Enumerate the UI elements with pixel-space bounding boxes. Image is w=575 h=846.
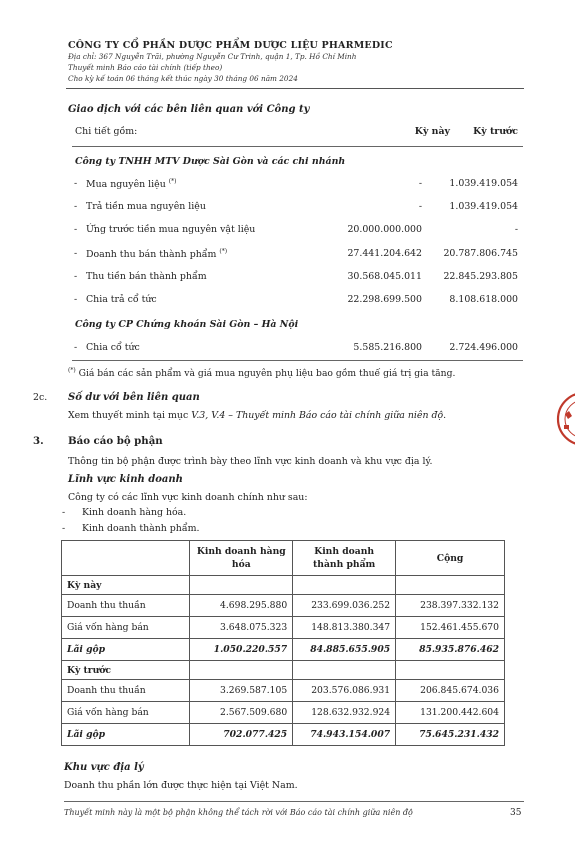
segment-header-goods: Kinh doanh hàng hóa (190, 541, 293, 576)
company1-name: Công ty TNHH MTV Dược Sài Gòn và các chi nhánh (75, 156, 346, 167)
company-address: Địa chỉ: 367 Nguyễn Trãi, phường Nguyễn Cư Trinh, quận 1, Tp. Hồ Chí Minh (68, 52, 357, 61)
footer-divider (64, 801, 524, 802)
segment-row-value: 2.567.509.680 (190, 702, 293, 724)
segment-row-value: 203.576.086.931 (293, 680, 396, 702)
row-label (86, 178, 176, 190)
row-label-text: Chia cổ tức (86, 342, 140, 353)
row-dash: - (74, 270, 78, 282)
company-seal-icon (552, 388, 575, 450)
row-label (86, 271, 207, 282)
segment-empty-cell (396, 576, 505, 595)
row-previous-value: - (514, 224, 518, 236)
row-dash: - (74, 247, 78, 259)
company2-name: Công ty CP Chứng khoán Sài Gòn – Hà Nội (75, 319, 299, 330)
segment-row-label: Doanh thu thuần (62, 680, 190, 702)
segment-row-value: 84.885.655.905 (293, 639, 396, 661)
row-current-value: - (418, 201, 422, 213)
balances-text-prefix: Xem thuyết minh tại mục (68, 410, 192, 421)
segment-table-body (62, 576, 505, 746)
col-current-header: Kỳ này (414, 126, 450, 137)
segment-period-row (62, 576, 505, 595)
row-current-value: - (418, 178, 422, 189)
footnote (68, 367, 455, 379)
footnote-mark: (*) (68, 367, 76, 374)
segment-period-row (62, 661, 505, 680)
segment-row (62, 617, 505, 639)
business-title: Lĩnh vực kinh doanh (68, 474, 183, 485)
row-previous-value: 2.724.496.000 (449, 342, 518, 353)
segment-row-value: 4.698.295.880 (190, 595, 293, 617)
segment-row-value: 128.632.932.924 (293, 702, 396, 724)
row-footnote-mark: (*) (219, 247, 228, 255)
balances-text (68, 410, 446, 421)
segment-row-label: Giá vốn hàng bán (62, 617, 190, 639)
segment-row-label: Lãi gộp (62, 724, 190, 746)
segment-empty-cell (396, 661, 505, 680)
row-label-text: Thu tiền bán thành phẩm (86, 270, 207, 282)
segment-row-label: Giá vốn hàng bán (62, 702, 190, 724)
row-current-value: 5.585.216.800 (353, 342, 422, 353)
segment-header-products: Kinh doanh thành phẩm (293, 541, 396, 576)
segment-row (62, 595, 505, 617)
row-previous-value: 1.039.419.054 (449, 201, 518, 213)
row-current-value: 27.441.204.642 (347, 247, 422, 259)
row-previous-value: 22.845.293.805 (443, 270, 518, 282)
balances-text-ref: V.3, V.4 – Thuyết minh Báo cáo tài chính giữa niên độ. (191, 410, 447, 421)
row-label (86, 224, 255, 235)
table-header-rule (72, 146, 523, 147)
segment-row-value: 74.943.154.007 (293, 724, 396, 746)
row-dash: - (74, 294, 78, 305)
report-subtitle: Thuyết minh Báo cáo tài chính (tiếp theo) (68, 63, 223, 72)
row-dash: - (74, 201, 78, 213)
segment-row-value: 702.077.425 (190, 724, 293, 746)
geo-text: Doanh thu phần lớn được thực hiện tại Việt Nam. (64, 780, 298, 791)
segment-row (62, 724, 505, 746)
table-bottom-rule (72, 360, 523, 361)
segment-row-value: 233.699.036.252 (293, 595, 396, 617)
footnote-text: Giá bán các sản phẩm và giá mua nguyên phụ liệu bao gồm thuế giá trị gia tăng. (78, 368, 456, 380)
segment-row-value: 238.397.332.132 (396, 595, 505, 617)
row-footnote-mark: (*) (168, 178, 177, 185)
segment-header-total: Cộng (396, 541, 505, 576)
row-label (86, 201, 206, 212)
row-label (86, 248, 227, 260)
segment-row-value: 206.845.674.036 (396, 680, 505, 702)
page-number: 35 (510, 808, 522, 818)
balances-title: Số dư với bên liên quan (68, 392, 200, 403)
row-label (86, 294, 157, 305)
row-previous-value: 1.039.419.054 (449, 178, 518, 189)
bullet-dash: - (62, 523, 66, 534)
segment-empty-cell (293, 576, 396, 595)
row-label-text: Mua nguyên liệu (86, 179, 166, 191)
segment-row-value: 131.200.442.604 (396, 702, 505, 724)
segment-row-value: 75.645.231.432 (396, 724, 505, 746)
section-2c-number: 2c. (33, 392, 48, 403)
row-previous-value: 8.108.618.000 (449, 294, 518, 305)
segment-empty-cell (190, 661, 293, 680)
header-divider (66, 88, 524, 89)
row-dash: - (74, 224, 78, 236)
row-label-text: Trả tiền mua nguyên liệu (86, 201, 206, 213)
row-previous-value: 20.787.806.745 (443, 247, 518, 259)
geo-title: Khu vực địa lý (64, 762, 144, 773)
detail-label: Chi tiết gồm: (75, 126, 138, 137)
row-label-text: Chia trả cổ tức (86, 294, 157, 305)
row-label-text: Doanh thu bán thành phẩm (86, 248, 217, 260)
segment-row (62, 639, 505, 661)
business-item-2: Kinh doanh thành phẩm. (82, 523, 200, 534)
business-item-1: Kinh doanh hàng hóa. (82, 507, 187, 518)
segment-row-value: 152.461.455.670 (396, 617, 505, 639)
row-current-value: 30.568.045.011 (347, 270, 422, 282)
transactions-title: Giao dịch với các bên liên quan với Công ty (68, 104, 310, 115)
segment-row (62, 680, 505, 702)
segment-row-value: 85.935.876.462 (396, 639, 505, 661)
row-dash: - (74, 342, 78, 353)
segment-row-value: 148.813.380.347 (293, 617, 396, 639)
segment-header-row (62, 541, 505, 576)
segment-row-label: Lãi gộp (62, 639, 190, 661)
segment-intro: Thông tin bộ phận được trình bày theo lĩnh vực kinh doanh và khu vực địa lý. (68, 456, 433, 467)
row-label-text: Ứng trước tiền mua nguyên vật liệu (86, 224, 256, 236)
segment-empty-cell (293, 661, 396, 680)
segment-row-value: 1.050.220.557 (190, 639, 293, 661)
row-dash: - (74, 178, 78, 189)
bullet-dash: - (62, 507, 66, 518)
segment-table (61, 540, 505, 746)
segment-empty-cell (190, 576, 293, 595)
segment-title: Báo cáo bộ phận (68, 435, 163, 447)
segment-row-value: 3.648.075.323 (190, 617, 293, 639)
segment-row-label: Doanh thu thuần (62, 595, 190, 617)
segment-period-label: Kỳ trước (62, 661, 190, 680)
segment-period-label: Kỳ này (62, 576, 190, 595)
row-label (86, 342, 140, 353)
business-intro: Công ty có các lĩnh vực kinh doanh chính như sau: (68, 492, 308, 503)
segment-header-empty (62, 541, 190, 576)
segment-row (62, 702, 505, 724)
row-current-value: 22.298.699.500 (347, 294, 422, 305)
row-current-value: 20.000.000.000 (347, 224, 422, 236)
segment-row-value: 3.269.587.105 (190, 680, 293, 702)
col-previous-header: Kỳ trước (473, 126, 518, 137)
footer-note: Thuyết minh này là một bộ phận không thể tách rời với Báo cáo tài chính giữa niên độ (64, 808, 413, 817)
report-period: Cho kỳ kế toán 06 tháng kết thúc ngày 30 tháng 06 năm 2024 (68, 74, 298, 83)
section-3-number: 3. (33, 435, 44, 447)
company-name: CÔNG TY CỔ PHẦN DƯỢC PHẨM DƯỢC LIỆU PHARMEDIC (68, 40, 393, 51)
